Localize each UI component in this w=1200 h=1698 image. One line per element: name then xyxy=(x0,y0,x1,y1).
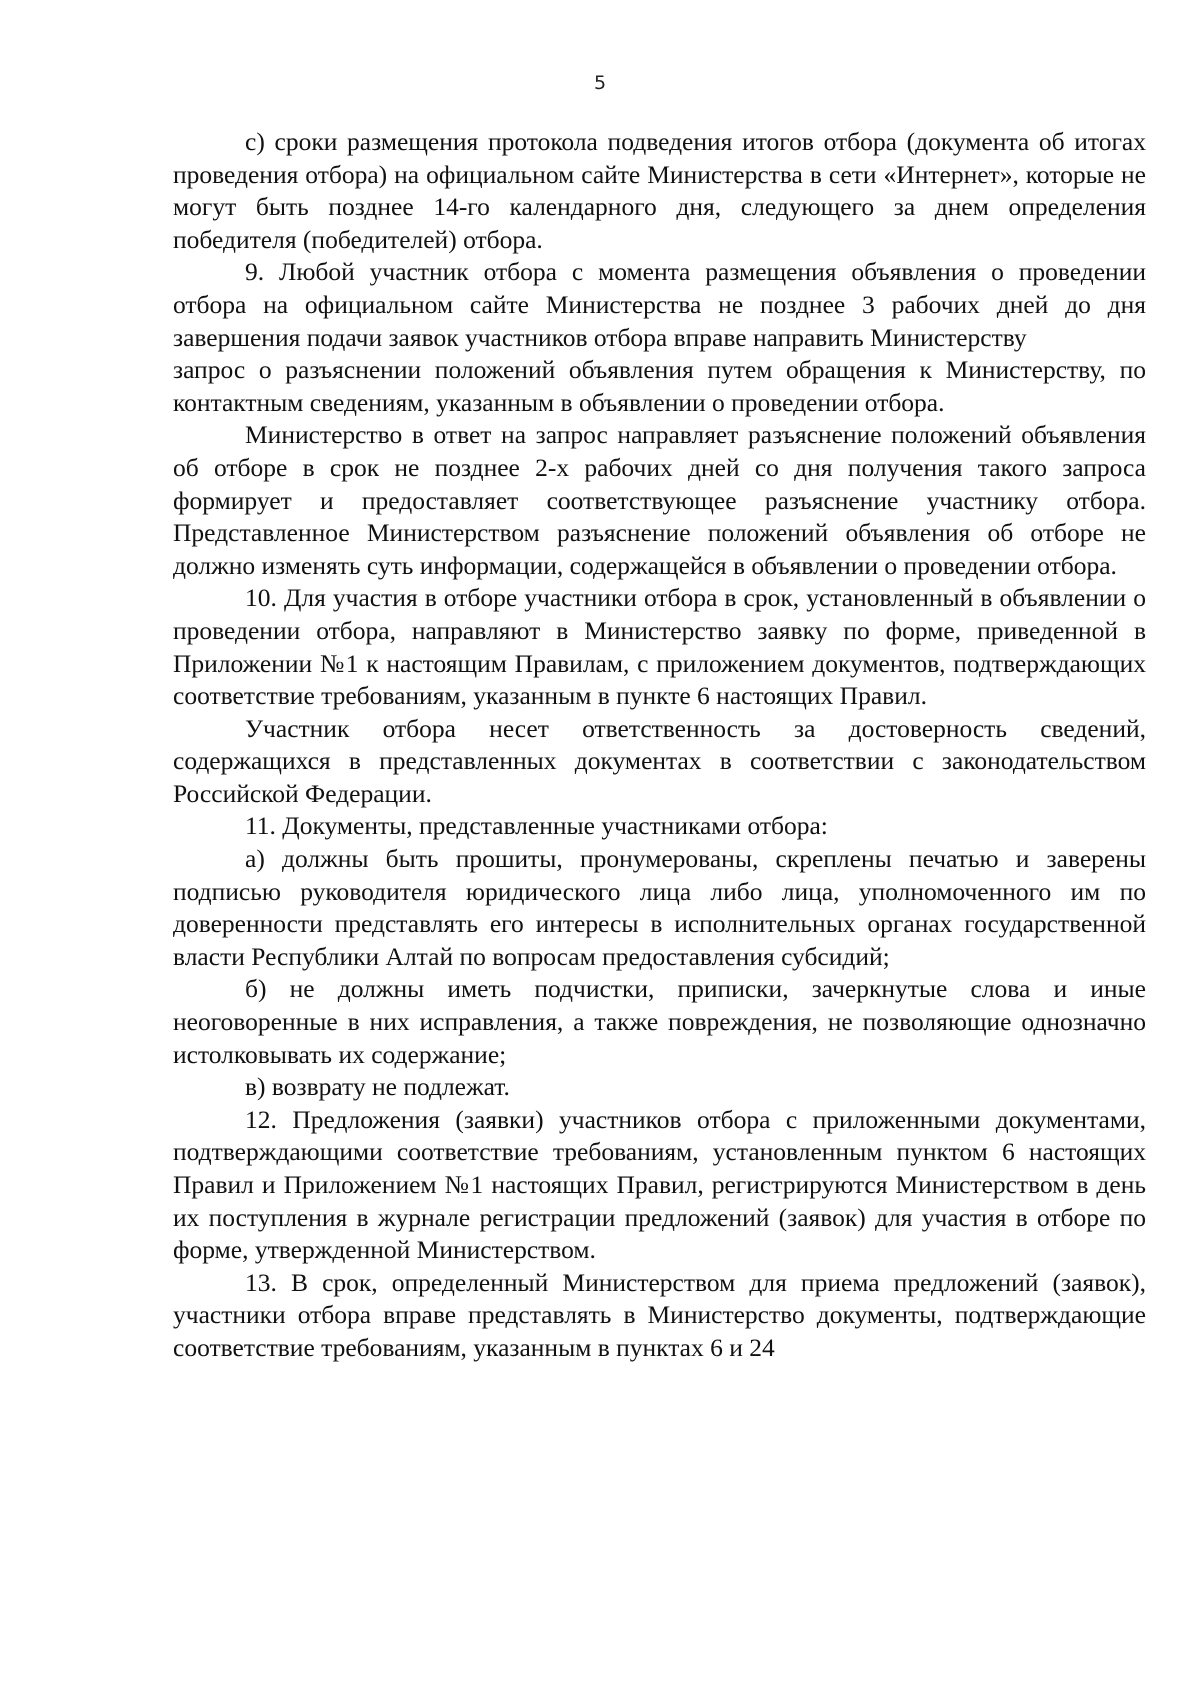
paragraph-ministry-response: Министерство в ответ на запрос направляет разъяснение положений объявления об отборе в срок не позднее 2-х рабочих дней со дня получения такого запроса формирует и предоставляет соответствующее разъяснение участнику отбора. Представленное Министерством разъяснение положений объявления об отборе не должно изменять суть информации, содержащейся в объявлении о проведении отбора. xyxy=(173,420,1146,580)
paragraph-13: 13. В срок, определенный Министерством для приема предложений (заявок), участники отбора вправе представлять в Министерство документы, подтверждающие соответствие требованиям, указанным в пунктах 6 и 24 xyxy=(173,1267,1146,1362)
paragraph-9-continued: запрос о разъяснении положений объявления путем обращения к Министерству, по контактным сведениям, указанным в объявлении о проведении отбора. xyxy=(173,355,1146,417)
paragraph-11: 11. Документы, представленные участниками отбора: xyxy=(245,811,828,841)
paragraph-11b: б) не должны иметь подчистки, приписки, зачеркнутые слова и иные неоговоренные в них исправления, а также повреждения, не позволяющие однозначно истолковывать их содержание; xyxy=(173,974,1146,1069)
document-body xyxy=(173,126,1146,1365)
paragraph-12: 12. Предложения (заявки) участников отбора с приложенными документами, подтверждающими соответствие требованиям, установленным пунктом 6 настоящих Правил и Приложением №1 настоящих Правил, регистрируются Министерством в день их поступления в журнале регистрации предложений (заявок) для участия в отборе по форме, утвержденной Министерством. xyxy=(173,1104,1146,1265)
paragraph-10: 10. Для участия в отборе участники отбора в срок, установленный в объявлении о проведении отбора, направляют в Министерство заявку по форме, приведенной в Приложении №1 к настоящим Правилам, с приложением документов, подтверждающих соответствие требованиям, указанным в пункте 6 настоящих Правил. xyxy=(173,583,1146,711)
paragraph-8c: с) сроки размещения протокола подведения итогов отбора (документа об итогах проведения отбора) на официальном сайте Министерства в сети «Интернет», которые не могут быть позднее 14-го календарного дня, следующего за днем определения победителя (победителей) отбора. xyxy=(173,127,1146,254)
paragraph-11a: а) должны быть прошиты, пронумерованы, скреплены печатью и заверены подписью руководителя юридического лица либо лица, уполномоченного им по доверенности представлять его интересы в исполнительных органах государственной власти Республики Алтай по вопросам предоставления субсидий; xyxy=(173,844,1146,971)
page-number: 5 xyxy=(593,72,607,94)
paragraph-participant-responsibility: Участник отбора несет ответственность за достоверность сведений, содержащихся в представленных документах в соответствии с законодательством Российской Федерации. xyxy=(173,713,1146,808)
paragraph-11v: в) возврату не подлежат. xyxy=(245,1072,510,1102)
paragraph-9: 9. Любой участник отбора с момента размещения объявления о проведении отбора на официальном сайте Министерства не позднее 3 рабочих дней до дня завершения подачи заявок участников отбора вправе направить Министерству xyxy=(173,257,1146,352)
